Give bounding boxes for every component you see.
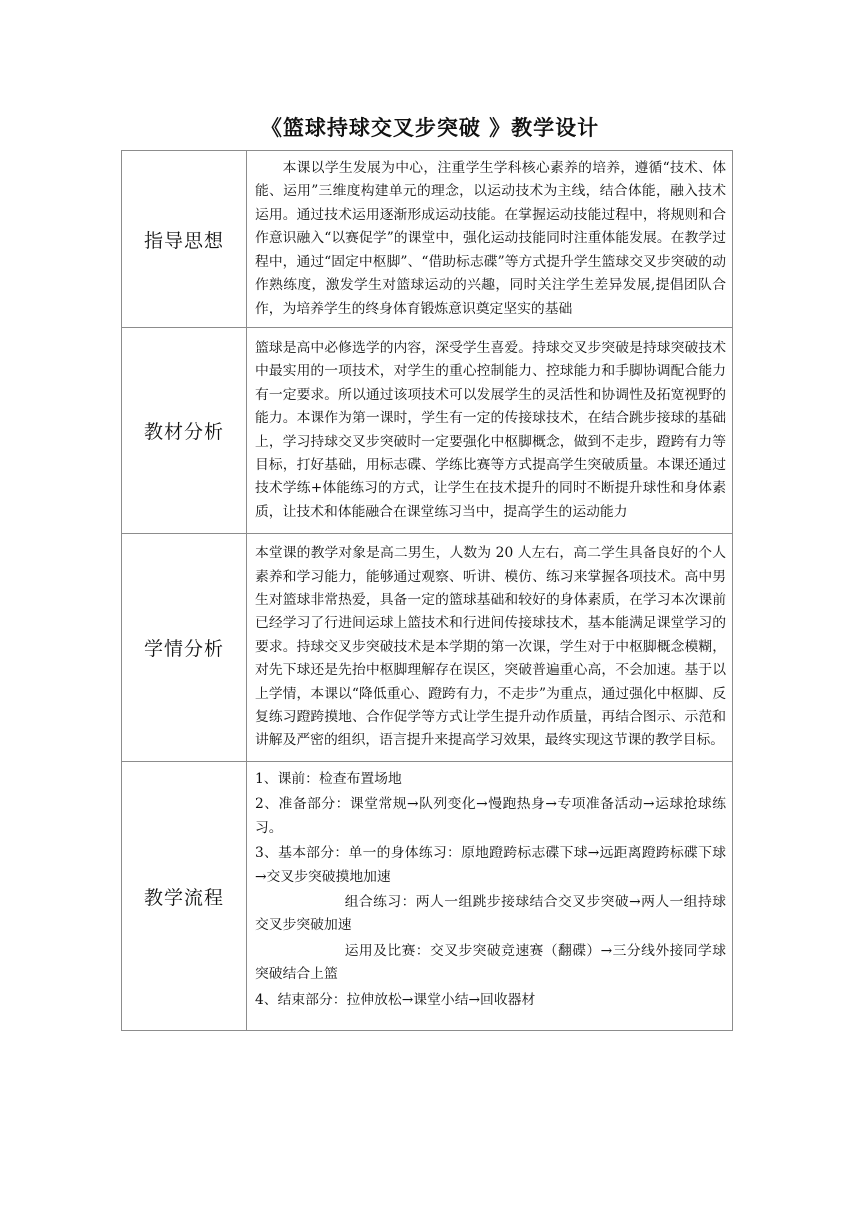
flow-step-closing: 4、结束部分：拉伸放松→课堂小结→回收器材 — [255, 991, 536, 1008]
row-content-teaching-flow — [247, 762, 733, 1031]
material-analysis-text: 篮球是高中必修选学的内容，深受学生喜爱。持球交叉步突破是持球突破技术中最实用的一项技术，对学生的重心控制能力、控球能力和手脚协调配合能力有一定要求。所以通过该项技术可以发展学生的灵活性和协调性及拓宽视野的能力。本课作为第一课时，学生有一定的传接球技术，在结合跳步接球的基础上，学习持球交叉步突破时一定要强化中枢脚概念，做到不走步，蹬跨有力等目标，打好基础，用标志碟、学练比赛等方式提高学生突破质量。本课还通过技术学练+体能练习的方式，让学生在技术提升的同时不断提升球性和身体素质，让技术和体能融合在课堂练习当中，提高学生的运动能力 — [255, 339, 726, 520]
flow-step-combined-practice: 组合练习：两人一组跳步接球结合交叉步突破→两人一组持球交叉步突破加速 — [255, 894, 726, 934]
row-content-learner-analysis — [247, 534, 733, 762]
flow-step-preparation: 2、准备部分：课堂常规→队列变化→慢跑热身→专项准备活动→运球抢球练习。 — [255, 796, 726, 836]
learner-analysis-text: 本堂课的教学对象是高二男生，人数为 20 人左右，高二学生具备良好的个人素养和学习能力，能够通过观察、听讲、模仿、练习来掌握各项技术。高中男生对篮球非常热爱，具备一定的篮球基础和较好的身体素质，在学习本次课前已经学习了行进间运球上篮技术和行进间传接球技术，基本能满足课堂学习的要求。持球交叉步突破技术是本学期的第一次课，学生对于中枢脚概念模糊，对先下球还是先抬中枢脚理解存在误区，突破普遍重心高，不会加速。基于以上学情，本课以“降低重心、蹬跨有力，不走步”为重点，通过强化中枢脚、反复练习蹬跨摸地、合作促学等方式让学生提升动作质量，再结合图示、示范和讲解及严密的组织，语言提升来提高学习效果，最终实现这节课的教学目标。 — [255, 545, 726, 749]
teaching-flow-list — [247, 762, 732, 1030]
table-row-learner-analysis — [122, 534, 733, 762]
row-label-learner-analysis: 学情分析 — [122, 534, 247, 762]
row-label-guiding-ideology: 指导思想 — [122, 151, 247, 328]
row-content-material-analysis — [247, 328, 733, 534]
lesson-plan-table — [121, 150, 733, 1031]
table-row-teaching-flow — [122, 762, 733, 1031]
flow-step-application-competition: 运用及比赛：交叉步突破竞速赛（翻碟）→三分线外接同学球突破结合上篮 — [255, 942, 726, 983]
guiding-ideology-text: 本课以学生发展为中心，注重学生学科核心素养的培养，遵循“技术、体能、运用”三维度构建单元的理念，以运动技术为主线，结合体能，融入技术运用。通过技术运用逐渐形成运动技能。在掌握运动技能过程中，将规则和合作意识融入“以赛促学”的课堂中，强化运动技能同时注重体能发展。在教学过程中，通过“固定中枢脚”、“借助标志碟”等方式提升学生篮球交叉步突破的动作熟练度，激发学生对篮球运动的兴趣，同时关注学生差异发展,提倡团队合作，为培养学生的终身体育锻炼意识奠定坚实的基础 — [255, 160, 726, 317]
row-content-guiding-ideology — [247, 151, 733, 328]
row-label-material-analysis: 教材分析 — [122, 328, 247, 534]
flow-step-basic: 3、基本部分：单一的身体练习：原地蹬跨标志碟下球→远距离蹬跨标碟下球→交叉步突破摸地加速 — [255, 845, 726, 885]
table-row-material-analysis — [122, 328, 733, 534]
table-row-guiding-ideology — [122, 151, 733, 328]
flow-step-pre-class: 1、课前：检查布置场地 — [255, 771, 402, 787]
row-label-teaching-flow: 教学流程 — [122, 762, 247, 1031]
document-title: 《篮球持球交叉步突破 》教学设计 — [260, 115, 600, 140]
